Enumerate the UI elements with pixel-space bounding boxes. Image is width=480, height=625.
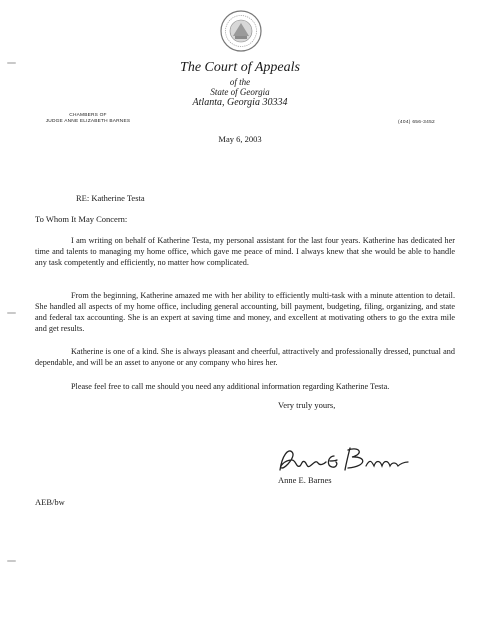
punch-hole-mark (7, 560, 16, 562)
salutation: To Whom It May Concern: (35, 214, 128, 224)
chambers-block (18, 113, 158, 125)
re-line: RE: Katherine Testa (76, 193, 145, 203)
chambers-line-2: JUDGE ANNE ELIZABETH BARNES (45, 119, 131, 124)
body-paragraph-4: Please feel free to call me should you need any additional information regarding Katherine Testa. (71, 382, 390, 391)
body-paragraph-2: From the beginning, Katherine amazed me with her ability to efficiently multi-task with a minute attention to detail. She handled all aspects of my home office, including general accounting, bill payment, budgeting, filing, organizing, and state and federal tax accounting. She is an expert at saving time and money, and excellent at motivating others to go the extra mile and get results. (35, 291, 455, 333)
court-state: State of Georgia (210, 87, 270, 97)
phone-number: (404) 656-3452 (398, 120, 436, 125)
handwritten-signature (272, 442, 412, 476)
body-paragraph-3: Katherine is one of a kind. She is always pleasant and cheerful, attractively and professionally dressed, punctual and dependable, and will be an asset to anyone or any company who hires her. (35, 347, 455, 367)
court-seal-icon (219, 9, 263, 53)
typist-initials: AEB/bw (35, 497, 65, 507)
punch-hole-mark (7, 62, 16, 64)
closing: Very truly yours, (278, 400, 336, 410)
court-name: The Court of Appeals (180, 60, 300, 75)
court-of-the: of the (229, 77, 251, 87)
body-paragraph-1: I am writing on behalf of Katherine Testa, my personal assistant for the last four years. Katherine has dedicated her time and talents to managing my home office, which gave me peace of mind. I always knew that she would be able to handle any task competently and efficiently, no matter how complicated. (35, 236, 455, 267)
signer-name: Anne E. Barnes (278, 475, 332, 485)
punch-hole-mark (7, 312, 16, 314)
chambers-line-1: CHAMBERS OF (69, 113, 107, 118)
letter-date: May 6, 2003 (218, 134, 262, 144)
court-address: Atlanta, Georgia 30334 (192, 97, 288, 108)
